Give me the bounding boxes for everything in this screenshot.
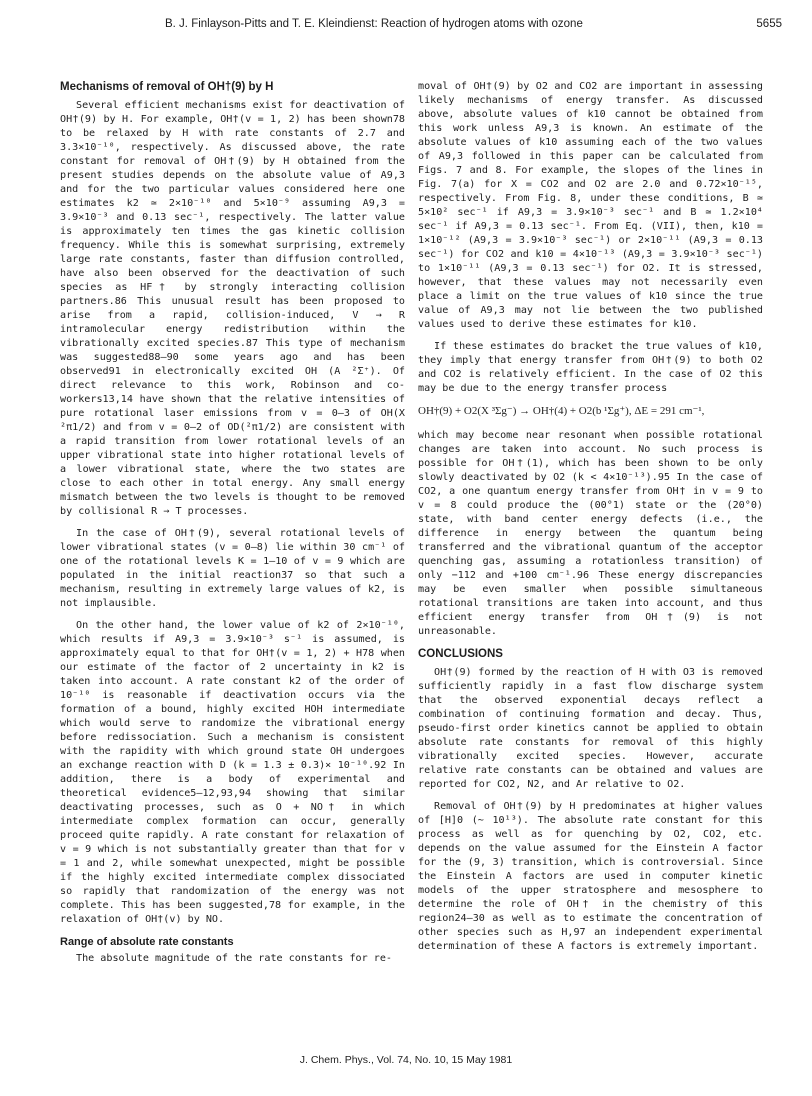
paragraph: The absolute magnitude of the rate constants for re-: [76, 953, 393, 964]
paragraph: which may become near resonant when possible rotational changes are taken into account. No such process is possible for OH†(1), which has been shown to be only slowly deactivated by O2 (k < 4×10⁻¹³).95 In the case of CO2, a one quantum energy transfer from OH† in v = 9 to v = 8 could produce the (00°1) state or the (20°0) state, with band center energy defects (i.e., the difference in energy between the quantum being transferred and the vibrational quantum of the acceptor quenching gas, assuming a rotationless transition) of only −112 and +100 cm⁻¹.96 These energy discrepancies may be even smaller when possible simultaneous rotational transitions are taken into account, and thus efficient energy transfer from OH†(9) is not unreasonable.: [418, 430, 763, 637]
paragraph: If these estimates do bracket the true values of k10, they imply that energy transfer from OH†(9) to both O2 and CO2 is relatively efficient. In the case of O2 this may be due to the energy transfer process: [418, 341, 763, 394]
paragraph: OH†(9) formed by the reaction of H with O3 is removed sufficiently rapidly in a fast flow discharge system that the observed exponential decays reflect a combination of continuing formation and decay. Thus, pseudo-first order kinetics cannot be applied to obtain absolute rate constants for removal of this highly vibrationally excited species. However, accurate relative rate constants can be obtained and values are reported for CO2, N2, and Ar relative to O2.: [418, 667, 763, 790]
equation: OH†(9) + O2(X ³Σg⁻) → OH†(4) + O2(b ¹Σg⁺), ΔE = 291 cm⁻¹,: [418, 405, 705, 417]
running-head-authors: B. J. Finlayson-Pitts and T. E. Kleindienst: Reaction of hydrogen atoms with ozone: [165, 18, 583, 30]
journal-footer: J. Chem. Phys., Vol. 74, No. 10, 15 May 1981: [299, 1054, 513, 1066]
page-number: 5655: [756, 18, 782, 30]
paragraph: Removal of OH†(9) by H predominates at higher values of [H]0 (∼ 10¹³). The absolute rate constant for this process as well as for quenching by O2, CO2, etc. depends on the value assumed for the Einstein A factor for the (9, 3) transition, which is controversial. Since the Einstein A factors are used in computer kinetic models of the upper stratosphere and mesosphere to determine the role of OH† in the chemistry of this region24–30 as well as to estimate the concentration of other species such as H,97 an independent experimental determination of these A factors is extremely important.: [418, 801, 763, 952]
paragraph: In the case of OH†(9), several rotational levels of lower vibrational states (v = 0–8) lie within 30 cm⁻¹ of one of the rotational levels K = 1–10 of v = 9 which are populated in the initial reaction37 so that such a mechanism, resulting in extremely large values of k2, is not implausible.: [60, 528, 405, 609]
subsection-heading-range: Range of absolute rate constants: [60, 936, 234, 948]
conclusions-heading: CONCLUSIONS: [418, 648, 503, 660]
right-column: [418, 80, 763, 962]
paragraph: On the other hand, the lower value of k2 of 2×10⁻¹⁰, which results if A9,3 = 3.9×10⁻³ s⁻¹ is assumed, is approximately equal to that for OH†(v = 1, 2) + H78 when our estimate of the factor of 2 uncertainty in k2 is taken into account. A rate constant k2 of the order of 10⁻¹⁰ is reasonable if deactivation occurs via the formation of a bound, highly excited HOH intermediate which would serve to randomize the vibrational energy before redissociation. Such a mechanism is consistent with the rapidity with which ground state OH undergoes an exchange reaction with D (k = 1.3 ± 0.3)× 10⁻¹⁰.92 In addition, there is a body of experimental and theoretical evidence5–12,93,94 showing that similar deactivating processes, such as O + NO† in which intermediate complex formation can occur, generally proceed quite rapidly. A rate constant for relaxation of v = 9 which is not substantially greater than that for v = 1 and 2, while somewhat unexpected, might be possible if the highly excited intermediate complex dissociated so rapidly that randomization of the energy was not complete. This has been suggested,78 for example, in the relaxation of OH†(v) by NO.: [60, 620, 405, 925]
paragraph: Several efficient mechanisms exist for deactivation of OH†(9) by H. For example, OH†(v = 1, 2) has been shown78 to be relaxed by H with rate constants of 2.7 and 3.3×10⁻¹⁰, respectively. As discussed above, the rate constant for removal of OH†(9) by H obtained from the present studies depends on the absolute value of A9,3 and for the two particular values considered here one estimates k2 ≃ 2×10⁻¹⁰ and 5×10⁻⁹ assuming A9,3 = 3.9×10⁻³ and 0.13 sec⁻¹, respectively. The latter value is approximately ten times the gas kinetic collision frequency. While this is somewhat surprising, extremely large rate constants, faster than diffusion controlled, have also been observed for the deactivation of such species as HF† by strongly interacting collision partners.86 This unusual result has been proposed to arise from a rapid, collision-induced, V → R intramolecular energy redistribution within the vibrationally excited species.87 This type of mechanism was suggested88–90 some years ago and has been observed91 in electronically excited OH (A ²Σ⁺). Of direct relevance to this work, Robinson and co-workers13,14 have shown that the relative intensities of pure rotational laser emissions from v = 0–3 of OH(X ²π1/2) and from v = 0–2 of OD(²π1/2) are consistent with a rapid transition from lower rotational levels of an upper vibrational state into higher rotational levels of a lower vibrational state, where the two states are close to each other in total energy. Any small energy mismatch between the two levels is thought to be removed by collisional R → T processes.: [60, 100, 405, 517]
section-heading-mechanisms: Mechanisms of removal of OH†(9) by H: [60, 81, 274, 93]
left-column: [60, 80, 405, 974]
paragraph: moval of OH†(9) by O2 and CO2 are important in assessing likely mechanisms of energy transfer. As discussed above, absolute values of k10 cannot be obtained from this work unless A9,3 is known. An estimate of the absolute values of k10 assuming each of the two values of A9,3 followed in this paper can be calculated from Figs. 7 and 8. For example, the slopes of the lines in Fig. 7(a) for X = CO2 and O2 are 2.0 and 0.72×10⁻¹⁵, respectively. From Fig. 8, under these conditions, B ≃ 5×10² sec⁻¹ if A9,3 = 3.9×10⁻³ sec⁻¹ and B ≃ 1.2×10⁴ sec⁻¹ if A9,3 = 0.13 sec⁻¹. From Eq. (VII), then, k10 = 1×10⁻¹² (A9,3 = 3.9×10⁻³ sec⁻¹) or 2×10⁻¹¹ (A9,3 = 0.13 sec⁻¹) for CO2 and k10 = 4×10⁻¹³ (A9,3 = 3.9×10⁻³ sec⁻¹) to 1×10⁻¹¹ (A9,3 = 0.13 sec⁻¹) for O2. It is stressed, however, that these values may not necessarily even place a limit on the true values of k10 since the true value of A9,3 may not lie between the two published values used to derive these estimates for k10.: [418, 81, 763, 330]
